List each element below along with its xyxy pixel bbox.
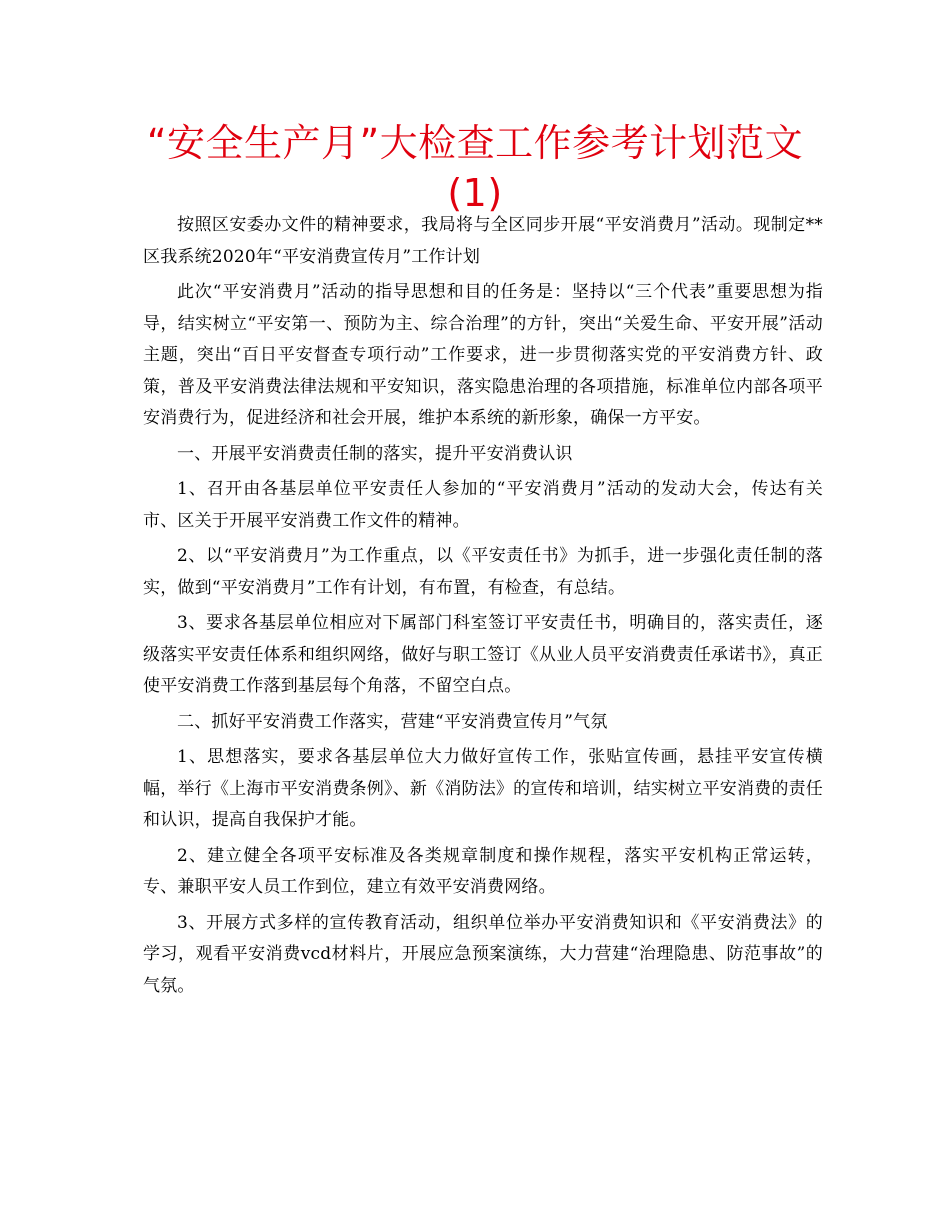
document-title: “安全生产月”大检查工作参考计划范文(1) [146,121,804,215]
paragraph-2-3: 3、开展方式多样的宣传教育活动，组织单位举办平安消费知识和《平安消费法》的学习，观看平安消费vcd材料片，开展应急预案演练，大力营建“治理隐患、防范事故”的气氛。 [143,912,823,996]
section-heading-1: 一、开展平安消费责任制的落实，提升平安消费认识 [177,443,573,464]
paragraph-2-1: 1、思想落实，要求各基层单位大力做好宣传工作，张贴宣传画，悬挂平安宣传横幅，举行《上海市平安消费条例》、新《消防法》的宣传和培训，结实树立平安消费的责任和认识，提高自我保护才能。 [143,747,823,830]
paragraph-1-3: 3、要求各基层单位相应对下属部门科室签订平安责任书，明确目的，落实责任，逐级落实平安责任体系和组织网络，做好与职工签订《从业人员平安消费责任承诺书》，真正使平安消费工作落到基层每个角落，不留空白点。 [143,613,823,696]
paragraph-1-2: 2、以“平安消费月”为工作重点，以《平安责任书》为抓手，进一步强化责任制的落实，做到“平安消费月”工作有计划，有布置，有检查，有总结。 [143,546,823,598]
paragraph-intro: 按照区安委办文件的精神要求，我局将与全区同步开展“平安消费月”活动。现制定**区我系统2020年“平安消费宣传月”工作计划 [143,215,823,267]
paragraph-1-1: 1、召开由各基层单位平安责任人参加的“平安消费月”活动的发动大会，传达有关市、区关于开展平安消费工作文件的精神。 [143,479,823,531]
paragraph-2-2: 2、建立健全各项平安标准及各类规章制度和操作规程，落实平安机构正常运转，专、兼职平安人员工作到位，建立有效平安消费网络。 [143,845,823,897]
document-body [143,210,823,1006]
section-heading-2: 二、抓好平安消费工作落实，营建“平安消费宣传月”气氛 [177,711,608,732]
paragraph-guiding-principle: 此次“平安消费月”活动的指导思想和目的任务是：坚持以“三个代表”重要思想为指导，结实树立“平安第一、预防为主、综合治理”的方针，突出“关爱生命、平安开展”活动主题，突出“百日平安督查专项行动”工作要求，进一步贯彻落实党的平安消费方针、政策，普及平安消费法律法规和平安知识，落实隐患治理的各项措施，标准单位内部各项平安消费行为，促进经济和社会开展，维护本系统的新形象，确保一方平安。 [143,282,823,428]
